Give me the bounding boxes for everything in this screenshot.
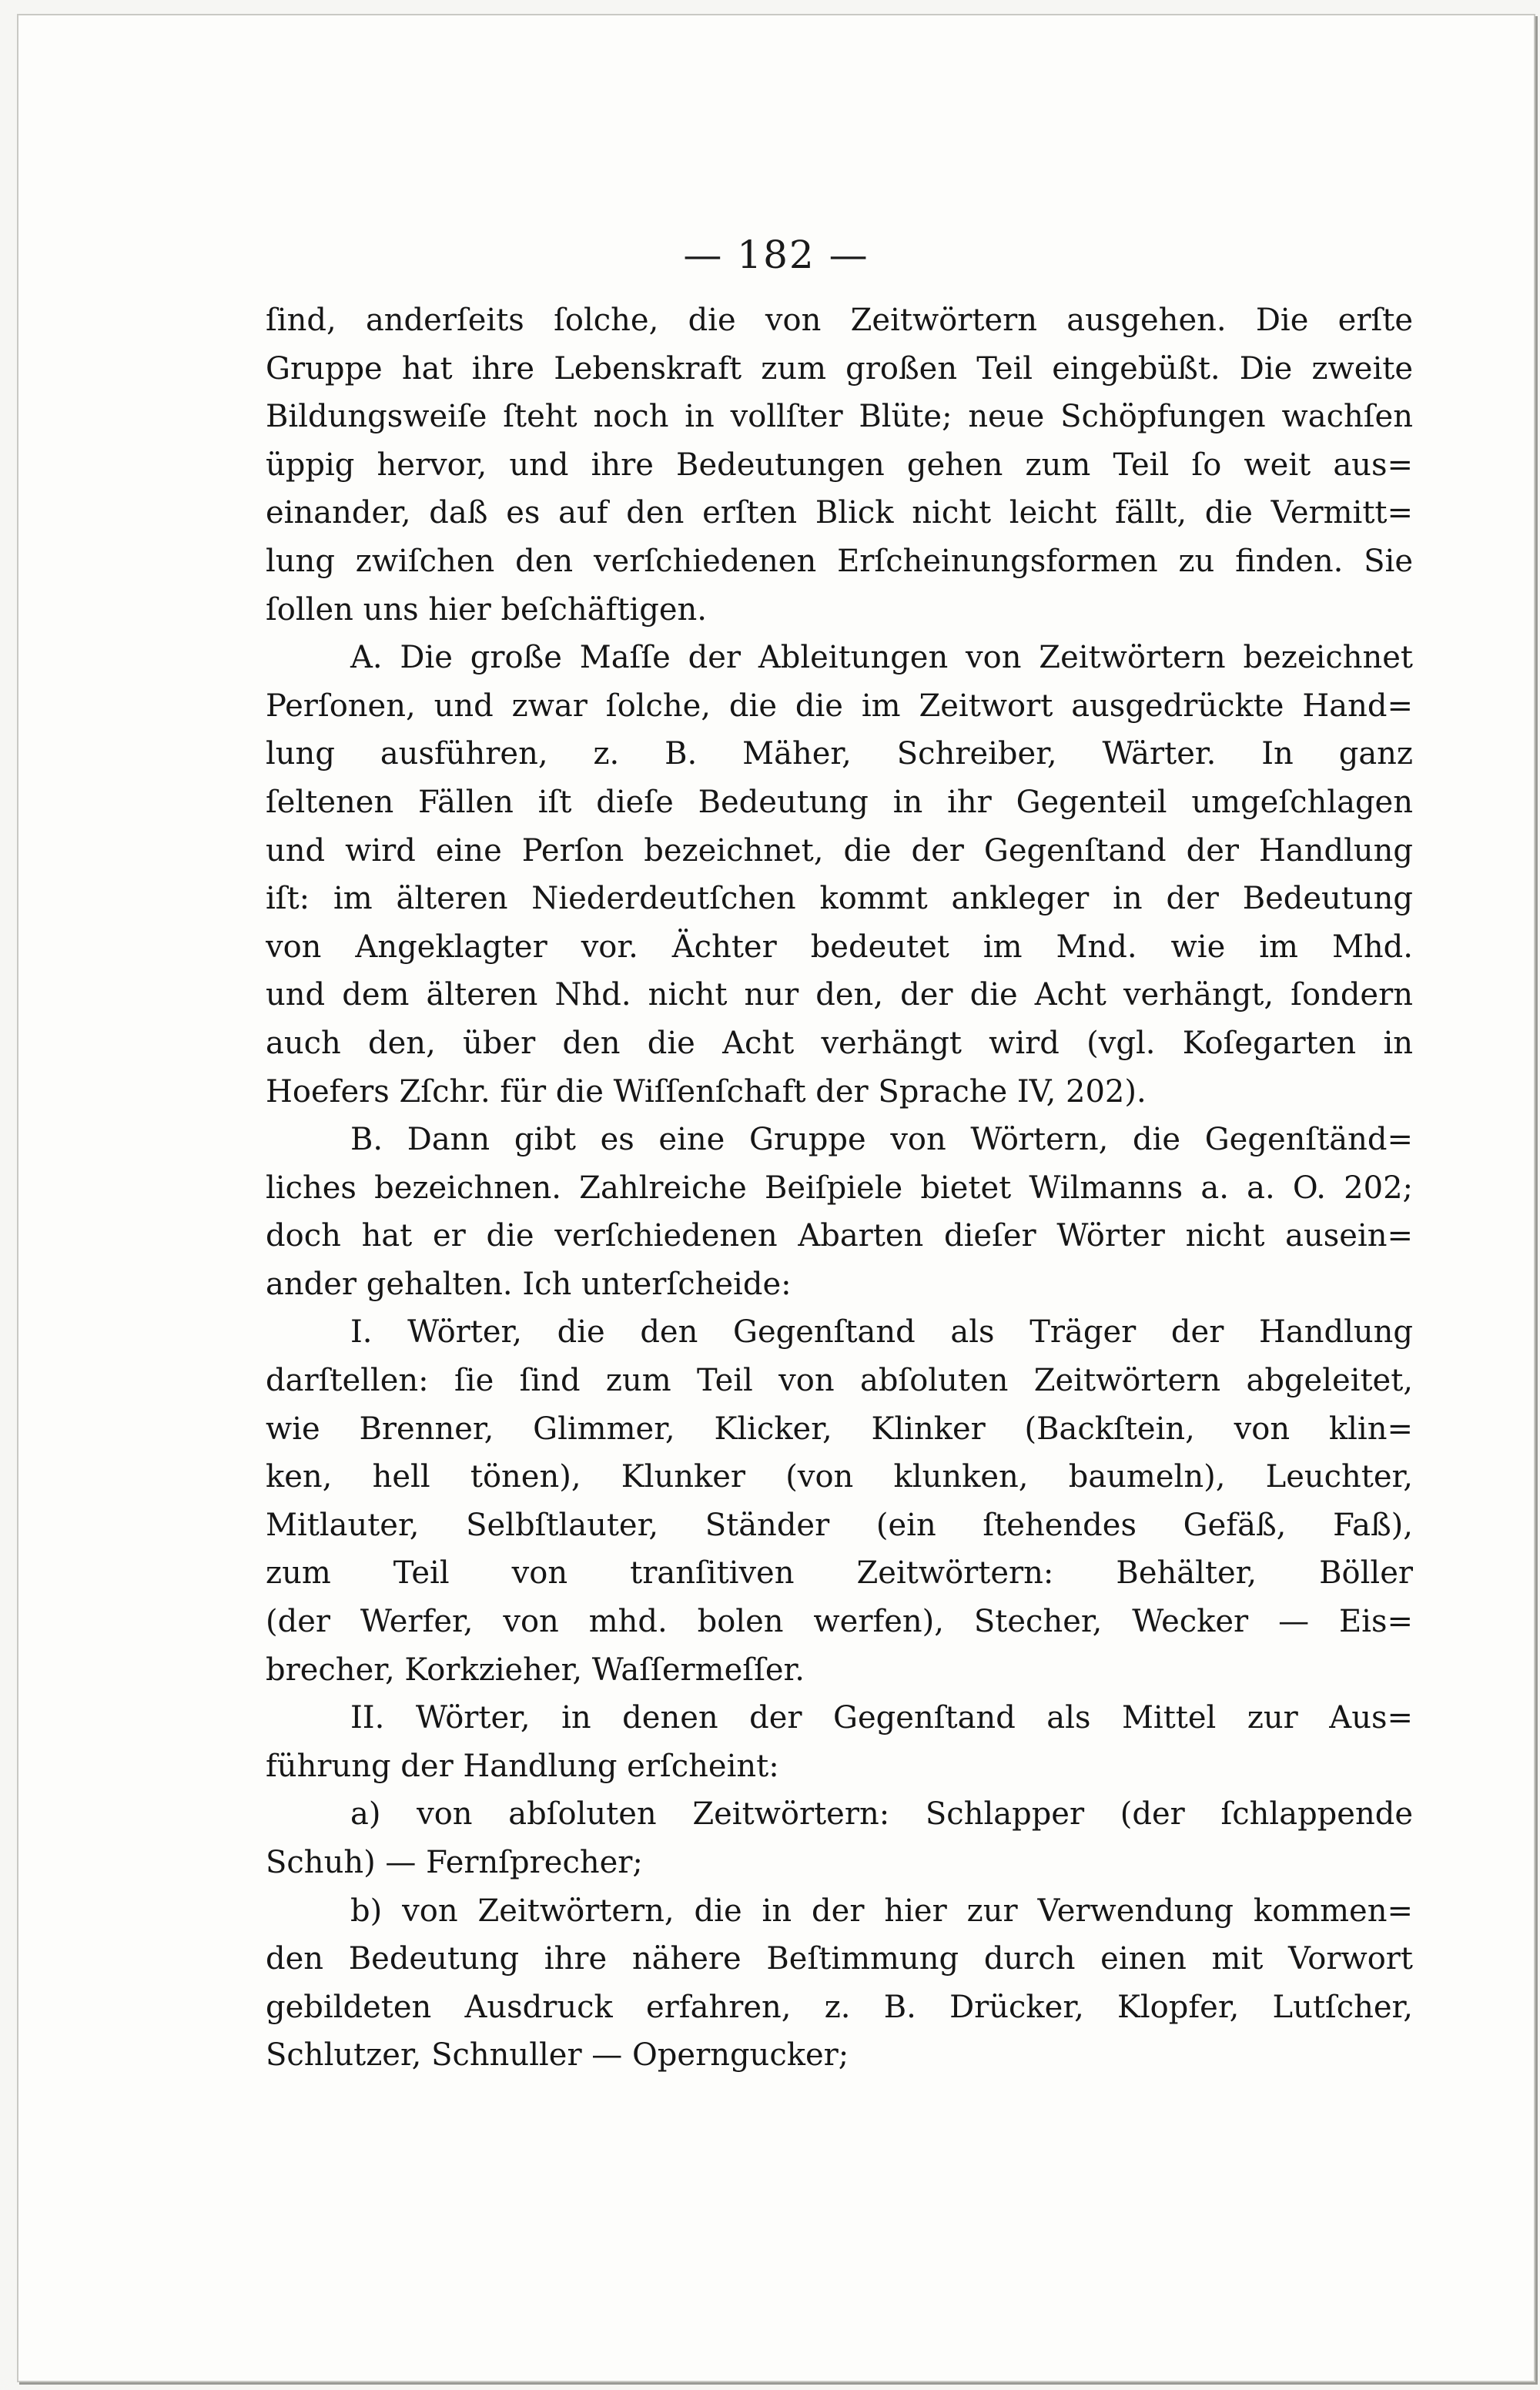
text-line: und dem älteren Nhd. nicht nur den, der die Acht verhängt, ſondern (266, 977, 1413, 1013)
text-line: üppig hervor, und ihre Bedeutungen gehen zum Teil ſo weit aus= (266, 447, 1413, 483)
text-line: Perſonen, und zwar ſolche, die die im Zeitwort ausgedrückte Hand= (266, 688, 1413, 724)
text-line: lung ausführen, z. B. Mäher, Schreiber, Wärter. In ganz (266, 736, 1413, 772)
text-line: Hoefers Zſchr. für die Wiſſenſchaft der Sprache IV, 202). (266, 1073, 1147, 1110)
text-line: lung zwiſchen den verſchiedenen Erſcheinungsformen zu finden. Sie (266, 543, 1413, 579)
text-line: ſollen uns hier beſchäftigen. (266, 591, 707, 628)
paragraph-b-start: B. Dann gibt es eine Gruppe von Wörtern, die Gegenſtänd= (350, 1122, 1413, 1158)
text-line: liches bezeichnen. Zahlreiche Beiſpiele bietet Wilmanns a. a. O. 202; (266, 1170, 1413, 1206)
text-line: iſt: im älteren Niederdeutſchen kommt ankleger in der Bedeutung (266, 881, 1413, 917)
paragraph-ii-start: II. Wörter, in denen der Gegenſtand als Mittel zur Aus= (350, 1700, 1413, 1736)
text-line: (der Werfer, von mhd. bolen werfen), Stecher, Wecker — Eis= (266, 1604, 1413, 1640)
subitem-b: b) von Zeitwörtern, die in der hier zur Verwendung kommen= (350, 1893, 1413, 1929)
text-line: den Bedeutung ihre nähere Beſtimmung durch einen mit Vorwort (266, 1941, 1413, 1977)
text-line: doch hat er die verſchiedenen Abarten dieſer Wörter nicht ausein= (266, 1218, 1413, 1254)
text-line: Schlutzer, Schnuller — Operngucker; (266, 2037, 849, 2074)
text-line: wie Brenner, Glimmer, Klicker, Klinker (Backſtein, von klin= (266, 1411, 1413, 1447)
text-line: führung der Handlung erſcheint: (266, 1748, 779, 1784)
text-line: darſtellen: ſie ſind zum Teil von abſoluten Zeitwörtern abgeleitet, (266, 1363, 1413, 1399)
paragraph-a-start: A. Die große Maſſe der Ableitungen von Zeitwörtern bezeichnet (350, 640, 1413, 676)
text-line: auch den, über den die Acht verhängt wird (vgl. Koſegarten in (266, 1025, 1413, 1061)
paragraph-i-start: I. Wörter, die den Gegenſtand als Träger der Handlung (350, 1314, 1413, 1351)
text-line: und wird eine Perſon bezeichnet, die der Gegenſtand der Handlung (266, 832, 1413, 869)
text-line: gebildeten Ausdruck erfahren, z. B. Drücker, Klopfer, Lutſcher, (266, 1989, 1413, 2025)
text-line: Bildungsweiſe ſteht noch in vollſter Blüte; neue Schöpfungen wachſen (266, 399, 1413, 435)
text-line: ſeltenen Fällen iſt dieſe Bedeutung in ihr Gegenteil umgeſchlagen (266, 784, 1413, 820)
subitem-a: a) von abſoluten Zeitwörtern: Schlapper (der ſchlappende (350, 1796, 1413, 1833)
text-line: ken, hell tönen), Klunker (von klunken, baumeln), Leuchter, (266, 1459, 1413, 1495)
text-line: Mitlauter, Selbſtlauter, Ständer (ein ſtehendes Gefäß, Faß), (266, 1507, 1413, 1543)
text-line: zum Teil von tranſitiven Zeitwörtern: Behälter, Böller (266, 1555, 1413, 1592)
text-line: ſind, anderſeits ſolche, die von Zeitwörtern ausgehen. Die erſte (266, 303, 1413, 338)
text-line: von Angeklagter vor. Ächter bedeutet im Mnd. wie im Mhd. (266, 929, 1413, 965)
text-line: Schuh) — Fernſprecher; (266, 1845, 643, 1880)
text-line: einander, daß es auf den erſten Blick nicht leicht fällt, die Vermitt= (266, 495, 1413, 531)
text-line: brecher, Korkzieher, Waſſermeſſer. (266, 1652, 805, 1688)
text-line: Gruppe hat ihre Lebenskraft zum großen Teil eingebüßt. Die zweite (266, 350, 1413, 387)
body-text (266, 296, 1413, 2080)
text-line: ander gehalten. Ich unterſcheide: (266, 1266, 792, 1302)
page-number: — 182 — (683, 233, 869, 277)
